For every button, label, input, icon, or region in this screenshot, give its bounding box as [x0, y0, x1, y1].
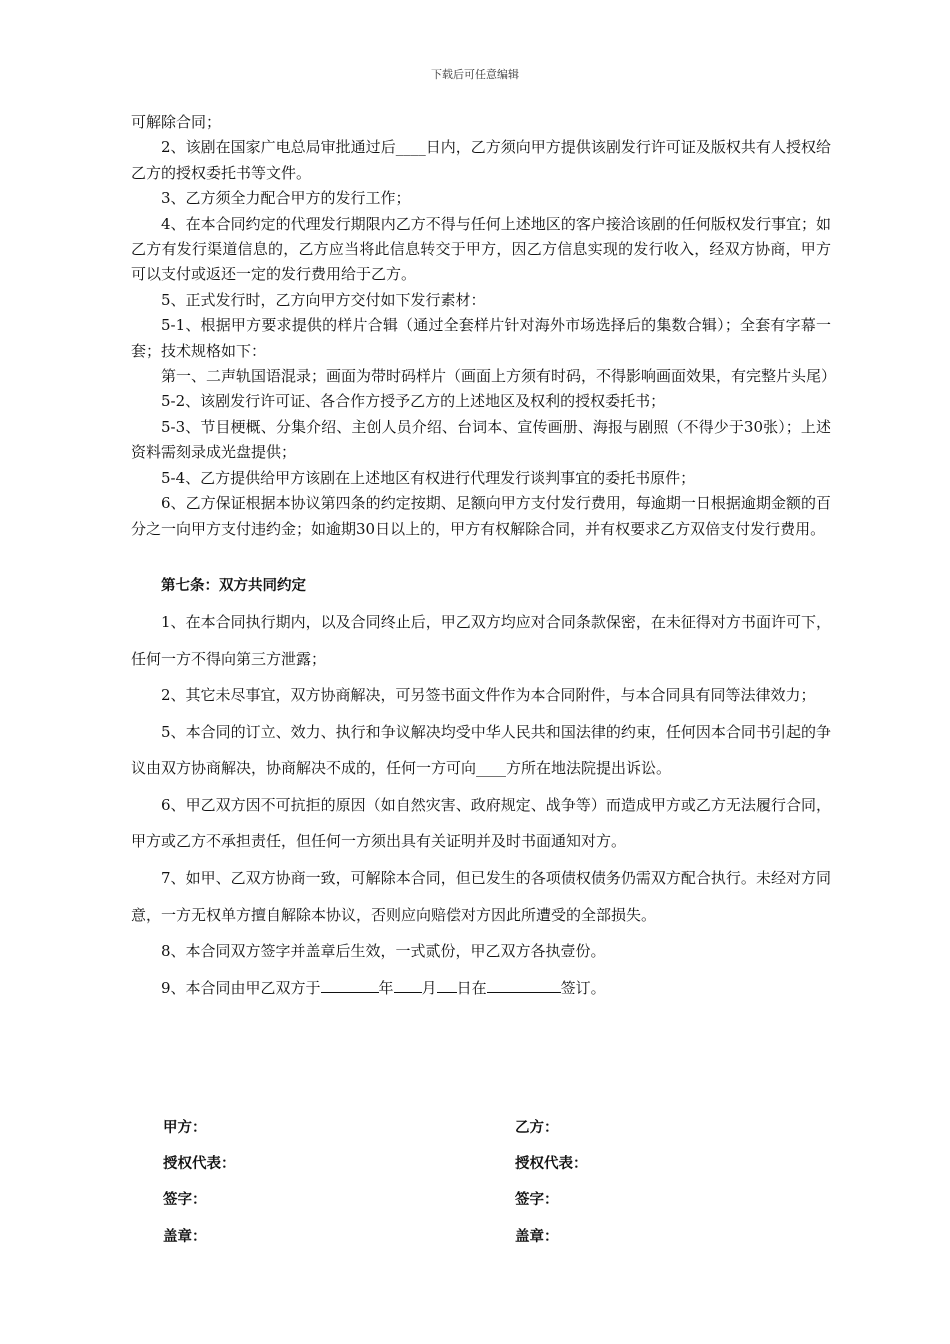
- paragraph: 5-4、乙方提供给甲方该剧在上述地区有权进行代理发行谈判事宜的委托书原件；: [161, 468, 696, 487]
- month-blank: [394, 978, 422, 993]
- party-a-label: 甲方：: [163, 1119, 207, 1136]
- party-b-label: 乙方：: [515, 1119, 559, 1136]
- paragraph: 7、如甲、乙双方协商一致，可解除本合同，但已发生的各项债权债务仍需双方配合执行。未经对方同意，一方无权单方擅自解除本协议，否则应向赔偿对方因此所遭受的全部损失。: [131, 869, 831, 924]
- party-b-seal-label: 盖章：: [515, 1228, 559, 1245]
- paragraph: 5、正式发行时，乙方向甲方交付如下发行素材：: [161, 290, 486, 309]
- paragraph: 8、本合同双方签字并盖章后生效，一式贰份，甲乙双方各执壹份。: [161, 942, 606, 961]
- paragraph: 1、在本合同执行期内，以及合同终止后，甲乙双方均应对合同条款保密，在未征得对方书面许可下，任何一方不得向第三方泄露；: [131, 612, 831, 668]
- clause-prefix: 9、本合同由甲乙双方于: [161, 978, 321, 997]
- signature-row: [163, 1144, 723, 1180]
- paragraph: 第一、二声轨国语混录；画面为带时码样片（画面上方须有时码，不得影响画面效果，有完整片头尾）: [161, 367, 837, 386]
- paragraph: 5-2、该剧发行许可证、各合作方授予乙方的上述地区及权利的授权委托书；: [161, 392, 666, 411]
- paragraph: 6、乙方保证根据本协议第四条的约定按期、足额向甲方支付发行费用，每逾期一日根据逾期金额的百分之一向甲方支付违约金；如逾期30日以上的，甲方有权解除合同，并有权要求乙方双倍支付发行费用。: [131, 494, 831, 538]
- section-6-continued: [131, 110, 837, 542]
- paragraph: 5-3、节目梗概、分集介绍、主创人员介绍、台词本、宣传画册、海报与剧照（不得少于30张）；上述资料需刻录成光盘提供；: [131, 417, 831, 462]
- party-a-signature-label: 签字：: [163, 1192, 207, 1209]
- day-blank: [437, 978, 457, 993]
- section-7: [131, 604, 831, 1007]
- paragraph: 3、乙方须全力配合甲方的发行工作；: [161, 189, 411, 208]
- paragraph: 可解除合同；: [131, 113, 222, 131]
- paragraph: 6、甲乙双方因不可抗拒的原因（如自然灾害、政府规定、战争等）而造成甲方或乙方无法履行合同，甲方或乙方不承担责任，但任何一方须出具有关证明并及时书面通知对方。: [131, 795, 831, 851]
- signature-row: [163, 1108, 723, 1144]
- year-label: 年: [378, 978, 394, 997]
- clause-suffix: 签订。: [560, 978, 606, 997]
- day-label: 日在: [456, 978, 487, 997]
- paragraph: 4、在本合同约定的代理发行期限内乙方不得与任何上述地区的客户接洽该剧的任何版权发行事宜；如乙方有发行渠道信息的，乙方应当将此信息转交于甲方，因乙方信息实现的发行收入，经双方协商，甲方可以支付或返还一定的发行费用给于乙方。: [131, 214, 831, 284]
- section-7-title: 第七条：双方共同约定: [161, 577, 306, 594]
- month-label: 月: [421, 978, 437, 997]
- page-header: 下载后可任意编辑: [431, 68, 519, 81]
- document-body: [131, 110, 837, 1006]
- party-a-seal-label: 盖章：: [163, 1228, 207, 1245]
- year-blank: [321, 978, 379, 993]
- place-blank: [487, 978, 561, 993]
- paragraph: 5-1、根据甲方要求提供的样片合辑（通过全套样片针对海外市场选择后的集数合辑）；全套有字幕一套；技术规格如下：: [131, 316, 831, 360]
- signature-row: [163, 1181, 723, 1217]
- signing-date-clause: [131, 970, 831, 1007]
- paragraph: 5、本合同的订立、效力、执行和争议解决均受中华人民共和国法律的约束，任何因本合同书引起的争议由双方协商解决，协商解决不成的，任何一方可向____方所在地法院提出诉讼。: [131, 722, 831, 778]
- paragraph: 2、其它未尽事宜，双方协商解决，可另签书面文件作为本合同附件，与本合同具有同等法律效力；: [161, 686, 816, 705]
- party-b-signature-label: 签字：: [515, 1192, 559, 1209]
- paragraph: 2、该剧在国家广电总局审批通过后____日内，乙方须向甲方提供该剧发行许可证及版权共有人授权给乙方的授权委托书等文件。: [131, 138, 831, 182]
- party-a-representative-label: 授权代表：: [163, 1156, 236, 1173]
- party-b-representative-label: 授权代表：: [515, 1156, 588, 1173]
- signature-row: [163, 1217, 723, 1253]
- signature-block: [163, 1108, 723, 1254]
